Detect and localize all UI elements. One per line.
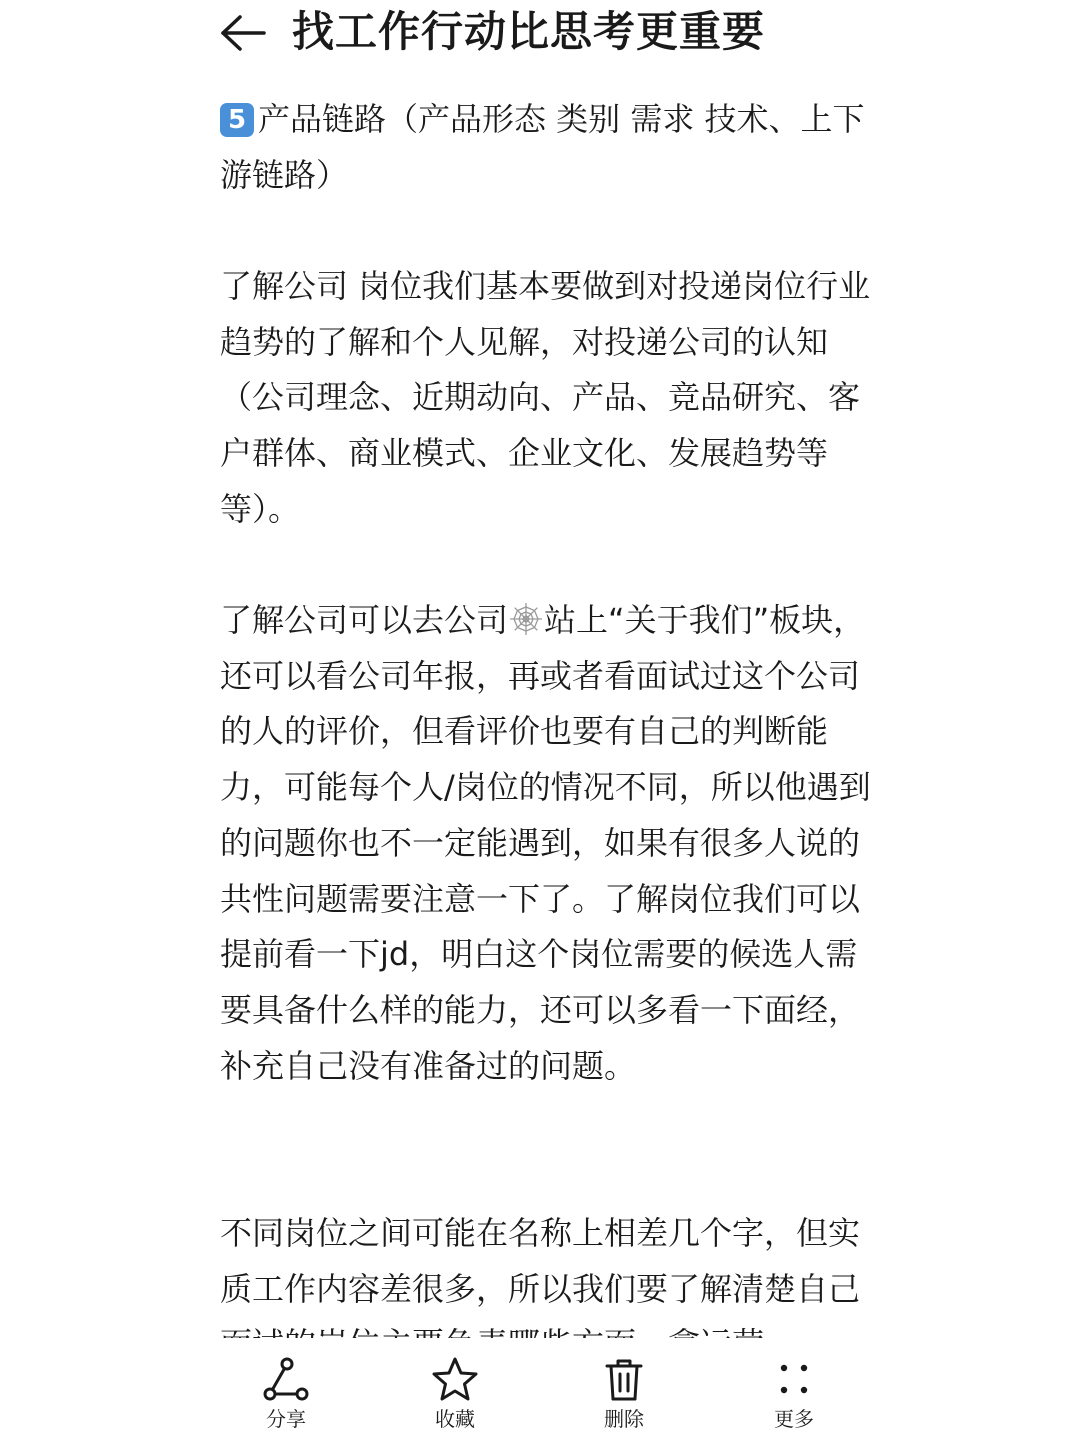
- paragraph-2-text-end: 站上“关于我们”板块，还可以看公司年报，再或者看面试过这个公司的人的评价，但看评价也要有自己的判断能力，可能每个人/岗位的情况不同，所以他遇到的问题你也不一定能遇到，如果有很多人说的共性问题需要注意一下了。了解岗位我们可以提前看一下jd，明白这个岗位需要的候选人需要具备什么样的能力，还可以多看一下面经，补充自己没有准备过的问题。: [220, 601, 871, 1085]
- paragraph-role-differences: 不同岗位之间可能在名称上相差几个字，但实质工作内容差很多，所以我们要了解清楚自己: [220, 1214, 861, 1308]
- paragraph-research-sources: [220, 593, 880, 1094]
- section-heading: 产品链路（产品形态 类别 需求 技术、上下游链路）: [220, 100, 865, 194]
- favorite-label: 收藏: [435, 1407, 475, 1431]
- more-dots-icon: [768, 1356, 820, 1404]
- delete-button[interactable]: [574, 1356, 674, 1440]
- share-button[interactable]: [236, 1356, 336, 1440]
- trash-icon: [598, 1356, 650, 1404]
- more-label: 更多: [774, 1407, 814, 1431]
- page-title: 找工作行动比思考更重要: [292, 7, 766, 56]
- top-bar: [0, 0, 1080, 72]
- spider-web-icon: [508, 599, 544, 635]
- paragraph-company-research: 了解公司 岗位我们基本要做到对投递岗位行业趋势的了解和个人见解，对投递公司的认知（公司理念、近期动向、产品、竞品研究、客户群体、商业模式、企业文化、发展趋势等等）。: [220, 267, 871, 528]
- arrow-left-icon: [214, 8, 272, 58]
- share-label: 分享: [266, 1407, 306, 1431]
- more-button[interactable]: [744, 1356, 844, 1440]
- section-heading-block: [220, 92, 880, 203]
- star-icon: [429, 1356, 481, 1404]
- number-five-badge: 5: [220, 103, 254, 137]
- bottom-action-bar: [0, 1338, 1080, 1440]
- share-icon: [260, 1356, 312, 1404]
- favorite-button[interactable]: [405, 1356, 505, 1440]
- delete-label: 删除: [604, 1407, 644, 1431]
- paragraph-2-text-start: 了解公司可以去公司: [220, 601, 509, 639]
- back-button[interactable]: [214, 8, 272, 58]
